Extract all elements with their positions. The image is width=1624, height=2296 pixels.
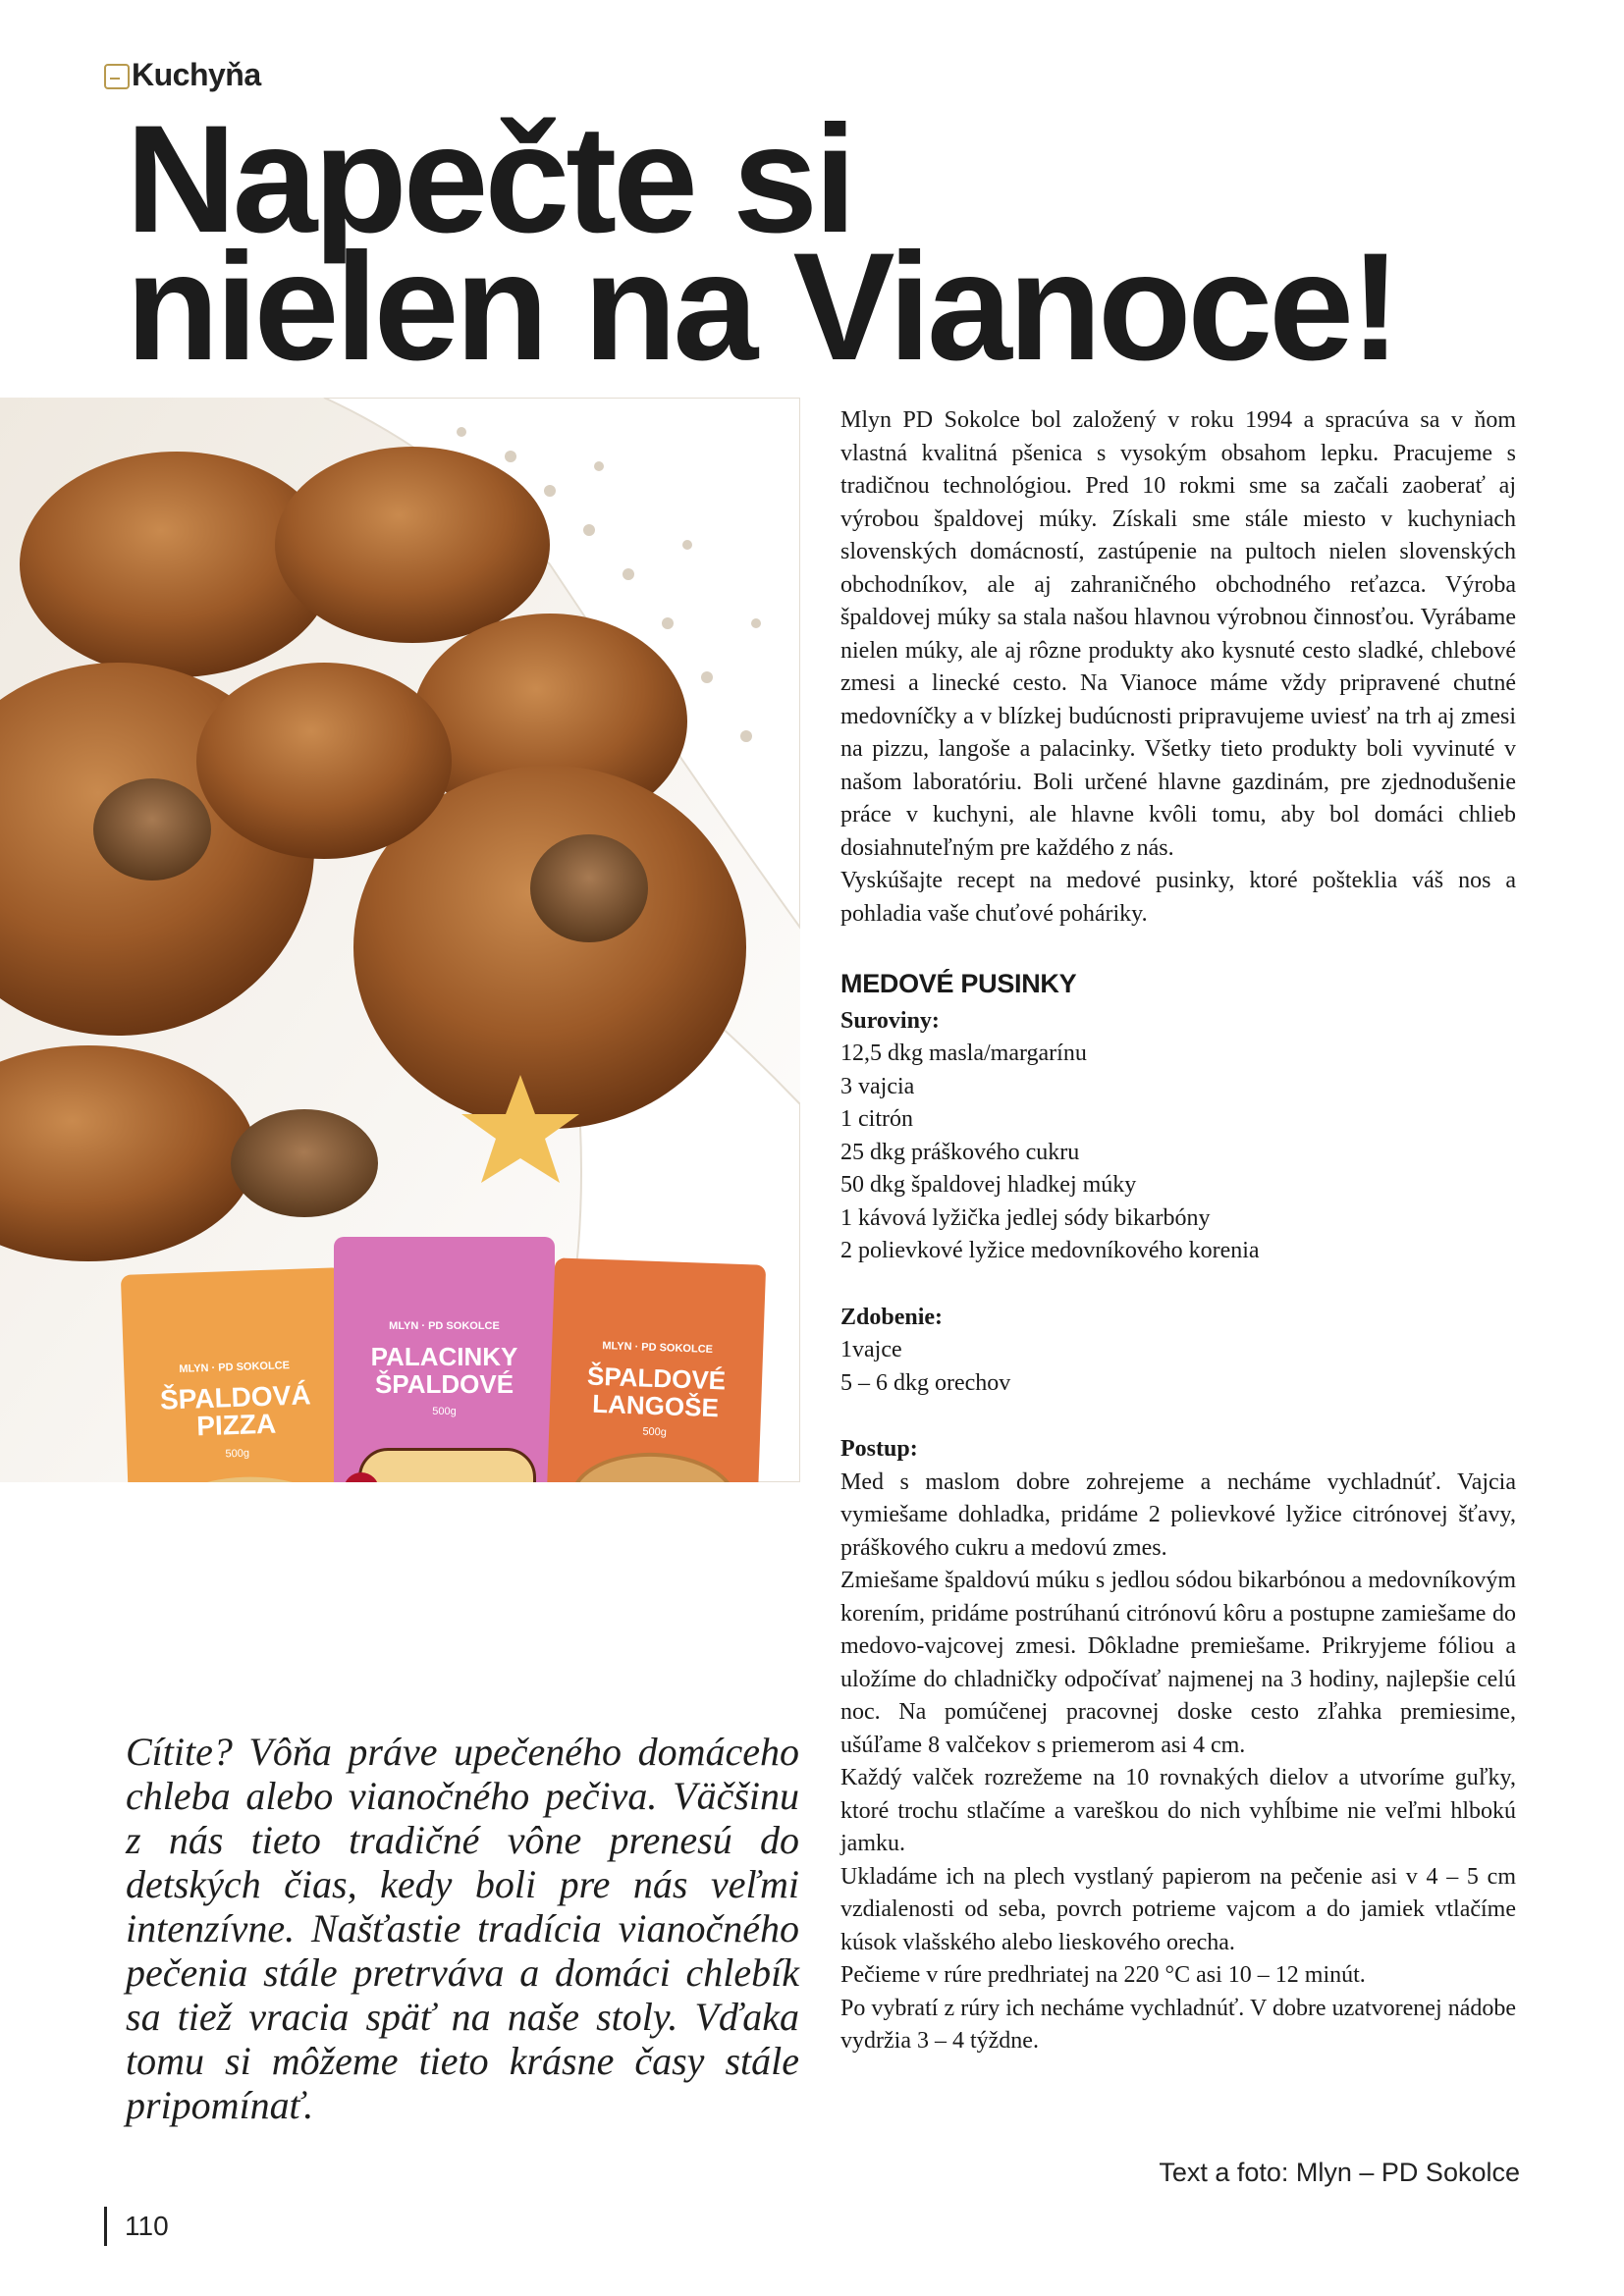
list-item: 12,5 dkg masla/margarínu xyxy=(840,1041,1087,1066)
list-item: 1vajce xyxy=(840,1337,902,1362)
photo-credit: Text a foto: Mlyn – PD Sokolce xyxy=(1159,2158,1520,2187)
package-pizza xyxy=(121,1267,352,1482)
package-weight: 500g xyxy=(225,1447,250,1461)
section-label xyxy=(104,57,261,93)
package-weight: 500g xyxy=(642,1425,668,1439)
langos-picture xyxy=(569,1450,737,1482)
list-item: 50 dkg špaldovej hladkej múky xyxy=(840,1172,1137,1198)
intro-paragraph: Mlyn PD Sokolce bol založený v roku 1994 a spracúva sa v ňom vlastná kvalitná pšenica s vysokým obsahom lepku. Pracujeme s tradičnou technológiou. Pred 10 rokmi sme sa začali zaoberať aj výrobou špaldovej múky. Získali sme stále miesto v kuchyniach slovenských domácností, zastúpenie na pultoch nielen slovenských obchodníkov, ale aj zahraničného obchodného reťazca. Výroba špaldovej múky sa stala našou hlavnou výrobnou činnosťou. Vyrábame nielen múky, ale aj rôzne produkty ako kysnuté cesto sladké, chlebové zmesi a linecké cesto. Na Vianoce máme vždy pripravené chutné medovníčky a v blízkej budúcnosti pripravujeme uviesť na trh aj zmesi na pizzu, langoše a palacinky. Všetky tieto produkty boli vyvinuté v našom laboratóriu. Boli určené hlavne gazdinám, pre zjednodušenie práce v kuchyni, ale hlavne kvôli tomu, aby bol domáci chlieb dosiahnuteľným pre každého z nás. xyxy=(840,407,1516,861)
list-item: 2 polievkové lyžice medovníkového korenia xyxy=(840,1238,1260,1263)
ingredients-list xyxy=(840,1038,1516,1268)
package-palacinky xyxy=(334,1237,555,1482)
package-title: ŠPALDOVÁ PIZZA xyxy=(159,1379,311,1442)
section-name: Kuchyňa xyxy=(132,57,261,92)
steps-list xyxy=(840,1467,1516,2058)
section-logo-icon xyxy=(104,64,130,89)
page-title xyxy=(126,94,1500,393)
package-langose xyxy=(545,1257,766,1482)
list-item: 1 kávová lyžička jedlej sódy bikarbóny xyxy=(840,1204,1211,1231)
page-number: 110 xyxy=(104,2207,169,2246)
step-paragraph: Každý valček rozrežeme na 10 rovnakých dielov a utvoríme guľky, ktoré trochu stlačíme a vareškou do nich vyhĺbime nie veľmi hlbokú jamku. xyxy=(840,1765,1516,1856)
step-paragraph: Zmiešame špaldovú múku s jedlou sódou bikarbónou a medovníkovým korením, pridáme postrúhanú citrónovú kôru a postupne zamiešame do medovo-vajcovej zmesi. Dôkladne premiešame. Prikryjeme fóliou a uložíme do chladničky odpočívať najmenej na 3 hodiny, najlepšie celú noc. Na pomúčenej pracovnej doske cesto zľahka premiesime, ušúľame 8 valčekov s priemerom asi 4 cm. xyxy=(840,1568,1516,1758)
step-paragraph: Pečieme v rúre predhriatej na 220 °C asi 10 – 12 minút. xyxy=(840,1962,1366,1988)
list-item: 3 vajcia xyxy=(840,1073,915,1099)
package-weight: 500g xyxy=(432,1406,457,1417)
recipe-title: MEDOVÉ PUSINKY xyxy=(840,969,1077,998)
list-item: 25 dkg práškového cukru xyxy=(840,1139,1080,1165)
decoration-label: Zdobenie: xyxy=(840,1304,944,1330)
step-paragraph: Po vybratí z rúry ich necháme vychladnúť. V dobre uzatvorenej nádobe vydržia 3 – 4 týždne. xyxy=(840,1995,1516,2054)
package-brand: MLYN · PD SOKOLCE xyxy=(179,1360,291,1375)
article-body xyxy=(840,404,1516,2058)
ingredients-label: Suroviny: xyxy=(840,1007,940,1034)
package-brand: MLYN · PD SOKOLCE xyxy=(389,1320,500,1332)
pull-quote: Cítite? Vôňa práve upečeného domáceho chleba alebo vianočného pečiva. Väčšinu z nás tieto tradičné vône prenesú do detských čias, kedy boli pre nás veľmi intenzívne. Našťastie tradícia vianočného pečenia stále pretrváva a domáci chlebík sa tiež vracia späť na naše stoly. Vďaka tomu si môžeme tieto krásne časy stále pripomínať. xyxy=(126,1730,799,2127)
package-brand: MLYN · PD SOKOLCE xyxy=(602,1340,714,1356)
step-paragraph: Ukladáme ich na plech vystlaný papierom na pečenie asi v 4 – 5 cm vzdialenosti od seba, povrch potrieme vajcom a do jamiek vtlačíme kúsok vlašského alebo lieskového orecha. xyxy=(840,1863,1516,1955)
decoration-list xyxy=(840,1334,1516,1400)
step-paragraph: Med s maslom dobre zohrejeme a necháme vychladnúť. Vajcia vymiešame dohladka, pridáme 2 polievkové lyžice citrónovej šťavy, práškového cukru a medovú zmes. xyxy=(840,1468,1516,1561)
package-title: ŠPALDOVÉ LANGOŠE xyxy=(586,1361,727,1423)
title-line-2: nielen na Vianoce! xyxy=(126,222,1397,393)
title-line-1: Napečte si xyxy=(126,94,853,265)
cookies-photo xyxy=(0,398,800,1482)
pancake-picture xyxy=(358,1448,536,1482)
list-item: 1 citrón xyxy=(840,1106,913,1132)
steps-label: Postup: xyxy=(840,1436,918,1462)
list-item: 5 – 6 dkg orechov xyxy=(840,1369,1011,1396)
pizza-picture xyxy=(157,1474,334,1482)
package-title: PALACINKY ŠPALDOVÉ xyxy=(370,1342,518,1399)
intro-paragraph: Vyskúšajte recept na medové pusinky, ktoré pošteklia váš nos a pohladia vaše chuťové poháriky. xyxy=(840,868,1516,927)
